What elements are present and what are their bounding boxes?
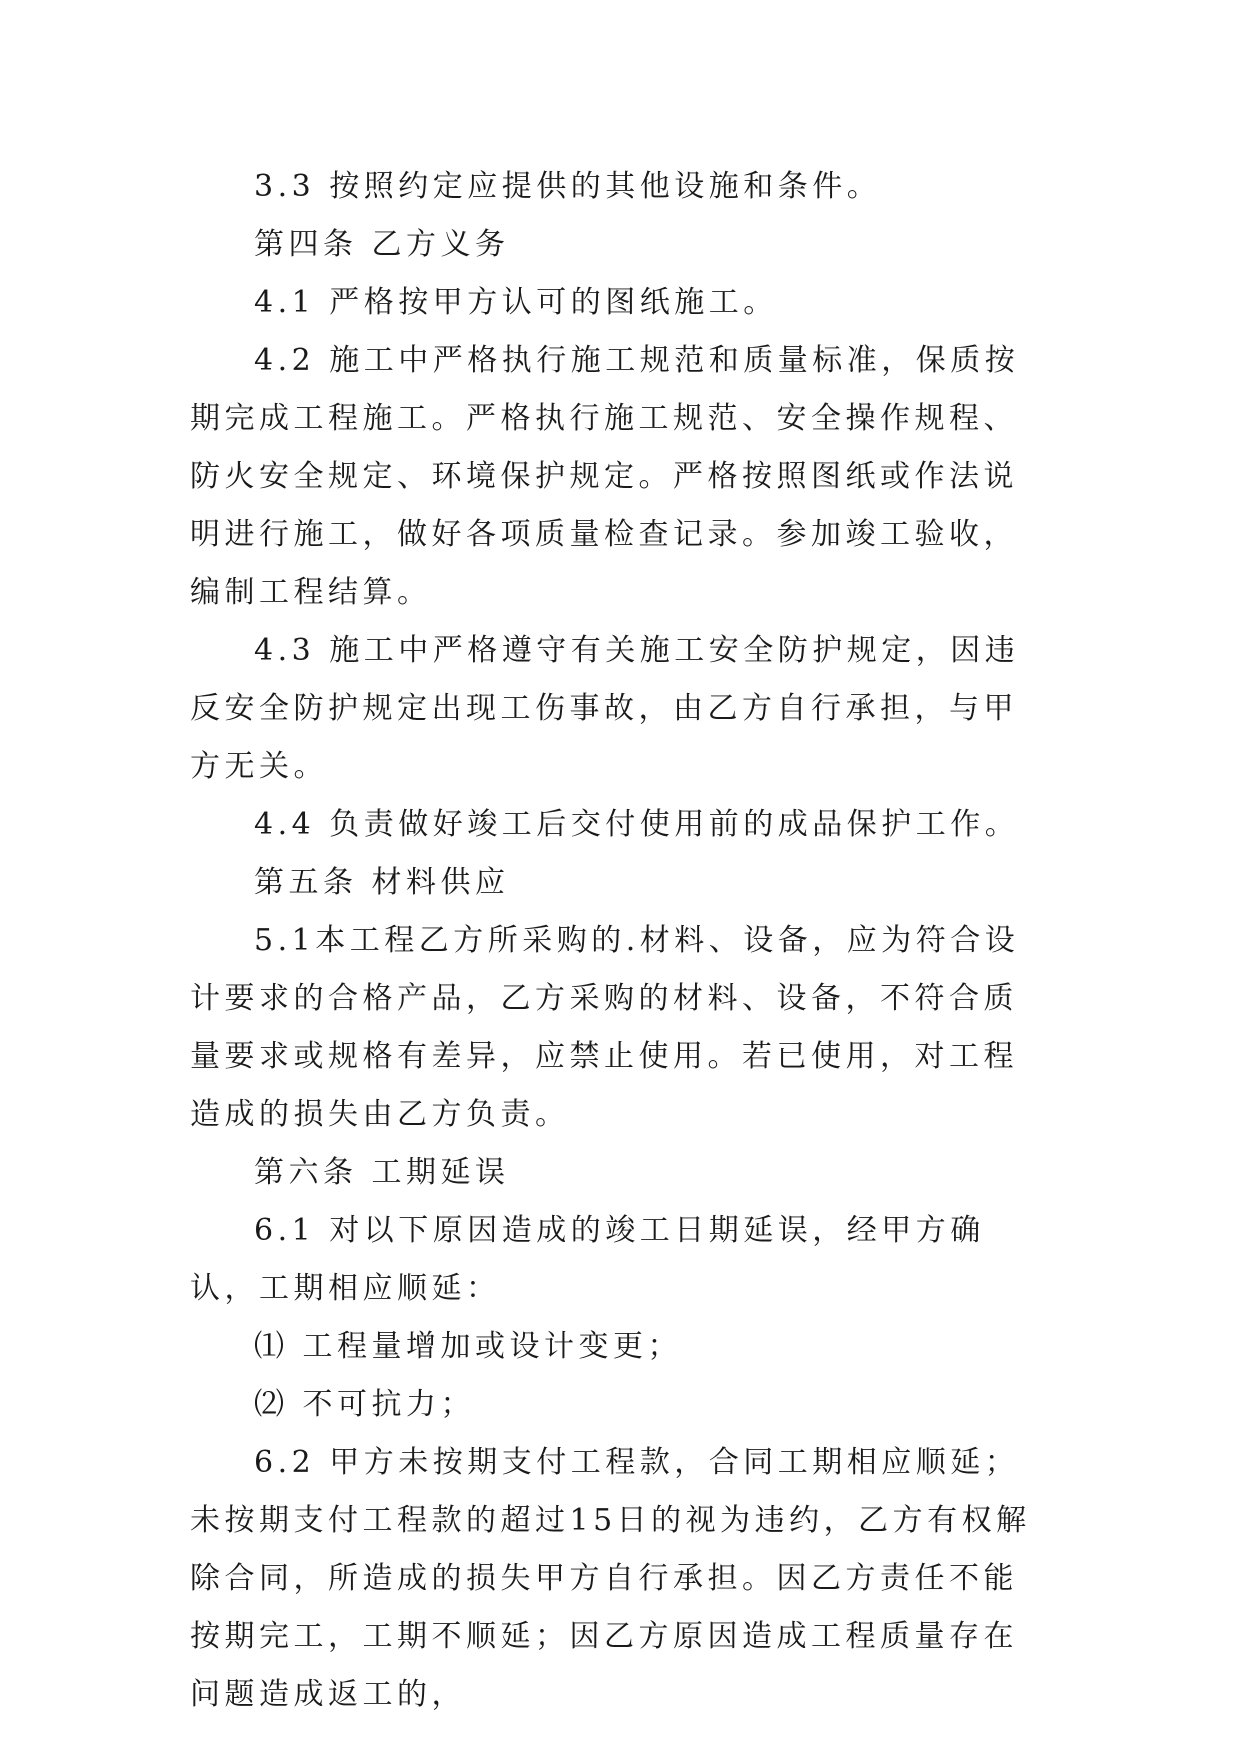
clause-4-1: 4.1 严格按甲方认可的图纸施工。 xyxy=(254,285,778,320)
clause-5-1: 5.1本工程乙方所采购的.材料、设备，应为符合设计要求的合格产品，乙方采购的材料、设备，不符合质量要求或规格有差异，应禁止使用。若已使用，对工程造成的损失由乙方负责。 xyxy=(190,923,1020,1132)
article-5-heading: 第五条 材料供应 xyxy=(254,865,510,900)
clause-6-1: 6.1 对以下原因造成的竣工日期延误，经甲方确认，工期相应顺延： xyxy=(190,1213,985,1306)
clause-4-3: 4.3 施工中严格遵守有关施工安全防护规定，因违反安全防护规定出现工伤事故，由乙方自行承担，与甲方无关。 xyxy=(190,633,1020,784)
clause-6-1-item-2: ⑵ 不可抗力； xyxy=(254,1387,476,1422)
clause-6-2: 6.2 甲方未按期支付工程款，合同工期相应顺延；未按期支付工程款的超过15日的视为违约，乙方有权解除合同，所造成的损失甲方自行承担。因乙方责任不能按期完工，工期不顺延；因乙方原因造成工程质量存在问题造成返工的， xyxy=(190,1445,1031,1712)
document-body xyxy=(190,158,1052,1724)
article-4-heading: 第四条 乙方义务 xyxy=(254,227,510,262)
clause-4-4: 4.4 负责做好竣工后交付使用前的成品保护工作。 xyxy=(254,807,1020,842)
clause-4-2: 4.2 施工中严格执行施工规范和质量标准，保质按期完成工程施工。严格执行施工规范、安全操作规程、防火安全规定、环境保护规定。严格按照图纸或作法说明进行施工，做好各项质量检查记录。参加竣工验收，编制工程结算。 xyxy=(190,343,1020,610)
clause-6-1-item-1: ⑴ 工程量增加或设计变更； xyxy=(254,1329,683,1364)
article-6-heading: 第六条 工期延误 xyxy=(254,1155,510,1190)
clause-3-3: 3.3 按照约定应提供的其他设施和条件。 xyxy=(254,169,882,204)
